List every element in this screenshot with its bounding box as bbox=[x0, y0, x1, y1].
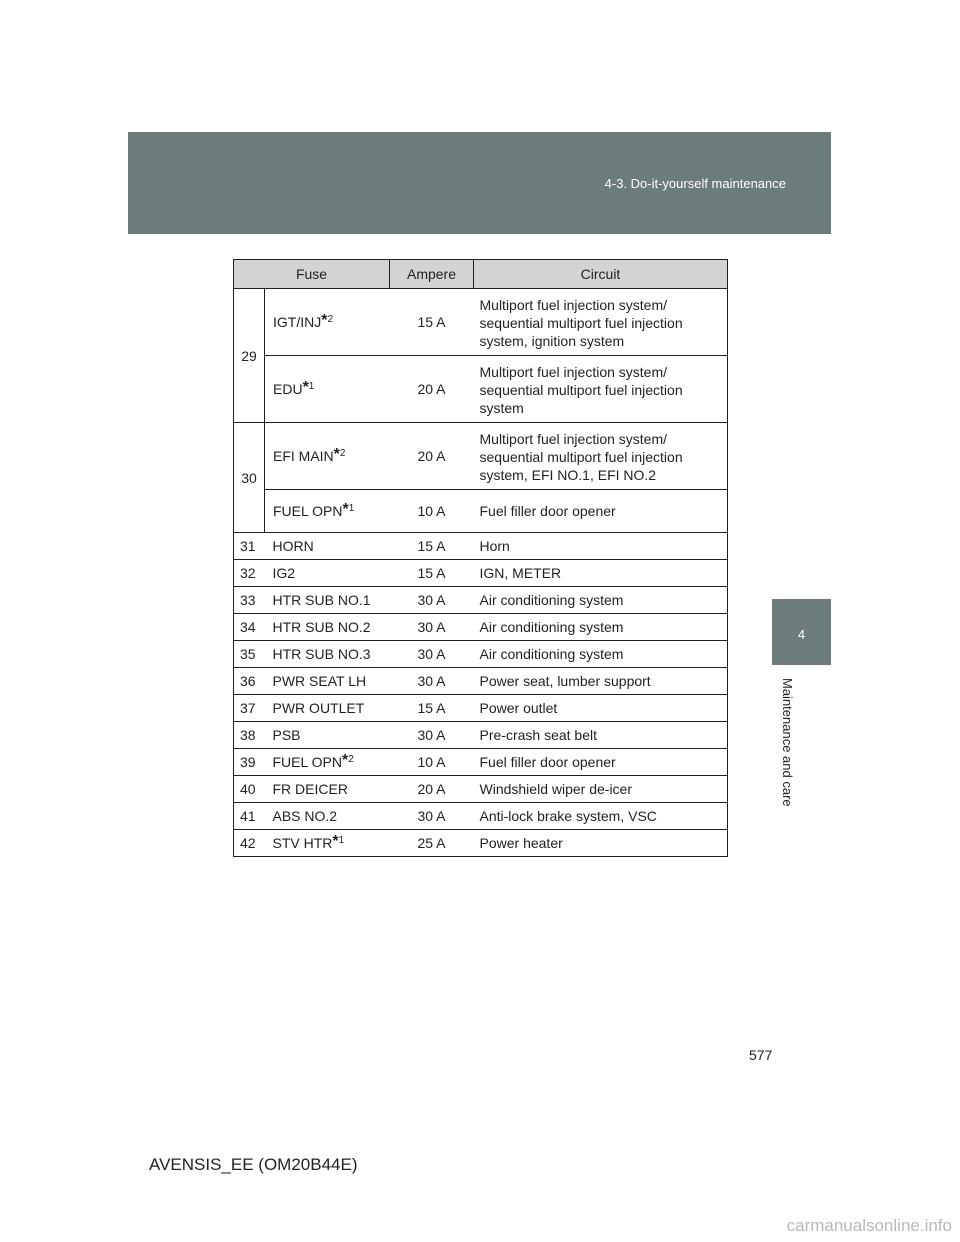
footnote-marker: *1 bbox=[342, 501, 355, 518]
table-row bbox=[234, 614, 728, 641]
fuse-ampere: 15 A bbox=[390, 289, 474, 356]
fuse-ampere: 10 A bbox=[390, 749, 474, 776]
fuse-circuit: Horn bbox=[474, 533, 728, 560]
fuse-ampere: 20 A bbox=[390, 423, 474, 490]
fuse-number: 37 bbox=[234, 695, 265, 722]
fuse-number: 40 bbox=[234, 776, 265, 803]
fuse-circuit: Multiport fuel injection system/ sequential multiport fuel injection system bbox=[474, 356, 728, 423]
fuse-name: HORN bbox=[265, 533, 390, 560]
fuse-name: HTR SUB NO.1 bbox=[265, 587, 390, 614]
fuse-circuit: Multiport fuel injection system/ sequential multiport fuel injection system, ignition system bbox=[474, 289, 728, 356]
fuse-ampere: 20 A bbox=[390, 356, 474, 423]
chapter-number: 4 bbox=[797, 627, 806, 642]
fuse-circuit: Power heater bbox=[474, 830, 728, 857]
fuse-number: 33 bbox=[234, 587, 265, 614]
footnote-marker: *2 bbox=[321, 312, 334, 329]
fuse-circuit: Power outlet bbox=[474, 695, 728, 722]
fuse-name: STV HTR$^{*1}$ bbox=[265, 830, 390, 857]
fuse-circuit: Power seat, lumber support bbox=[474, 668, 728, 695]
fuse-ampere: 30 A bbox=[390, 722, 474, 749]
fuse-circuit: Multiport fuel injection system/ sequential multiport fuel injection system, EFI NO.1, EFI NO.2 bbox=[474, 423, 728, 490]
fuse-ampere: 15 A bbox=[390, 695, 474, 722]
fuse-ampere: 25 A bbox=[390, 830, 474, 857]
fuse-name: PWR SEAT LH bbox=[265, 668, 390, 695]
fuse-ampere: 30 A bbox=[390, 803, 474, 830]
fuse-name: EFI MAIN$^{*2}$ bbox=[265, 423, 390, 490]
fuse-table bbox=[233, 259, 728, 857]
fuse-circuit: IGN, METER bbox=[474, 560, 728, 587]
table-row bbox=[234, 695, 728, 722]
table-row bbox=[234, 423, 728, 490]
fuse-number: 34 bbox=[234, 614, 265, 641]
section-title: 4-3. Do-it-yourself maintenance bbox=[604, 176, 786, 191]
fuse-ampere: 30 A bbox=[390, 668, 474, 695]
fuse-number: 41 bbox=[234, 803, 265, 830]
watermark: carmanualsonline.info bbox=[786, 1216, 952, 1235]
fuse-ampere: 30 A bbox=[390, 587, 474, 614]
fuse-name: HTR SUB NO.2 bbox=[265, 614, 390, 641]
fuse-circuit: Air conditioning system bbox=[474, 641, 728, 668]
table-row bbox=[234, 749, 728, 776]
footnote-marker: *2 bbox=[342, 752, 354, 769]
fuse-name: IGT/INJ$^{*2}$ bbox=[265, 289, 390, 356]
table-row bbox=[234, 722, 728, 749]
fuse-name: IG2 bbox=[265, 560, 390, 587]
document-id: AVENSIS_EE (OM20B44E) bbox=[149, 1155, 358, 1174]
fuse-circuit: Fuel filler door opener bbox=[474, 749, 728, 776]
table-row bbox=[234, 803, 728, 830]
fuse-name: EDU$^{*1}$ bbox=[265, 356, 390, 423]
fuse-number: 42 bbox=[234, 830, 265, 857]
table-row bbox=[234, 356, 728, 423]
fuse-circuit: Air conditioning system bbox=[474, 614, 728, 641]
chapter-tab[interactable] bbox=[772, 599, 831, 665]
chapter-label: Maintenance and care bbox=[780, 678, 795, 807]
header-circuit: Circuit bbox=[474, 260, 728, 289]
fuse-ampere: 10 A bbox=[390, 490, 474, 533]
footnote-marker: *1 bbox=[332, 833, 345, 850]
fuse-name: FUEL OPN$^{*2}$ bbox=[265, 749, 390, 776]
footnote-marker: *2 bbox=[333, 446, 346, 463]
fuse-circuit: Windshield wiper de-icer bbox=[474, 776, 728, 803]
table-row bbox=[234, 490, 728, 533]
fuse-number: 39 bbox=[234, 749, 265, 776]
fuse-number: 36 bbox=[234, 668, 265, 695]
fuse-name: HTR SUB NO.3 bbox=[265, 641, 390, 668]
table-row bbox=[234, 289, 728, 356]
header-ampere: Ampere bbox=[390, 260, 474, 289]
fuse-number: 29 bbox=[234, 289, 265, 423]
fuse-name: FR DEICER bbox=[265, 776, 390, 803]
fuse-ampere: 20 A bbox=[390, 776, 474, 803]
header-band bbox=[128, 132, 831, 234]
table-row bbox=[234, 668, 728, 695]
page-number: 577 bbox=[749, 1047, 773, 1063]
fuse-number: 30 bbox=[234, 423, 265, 533]
table-row bbox=[234, 587, 728, 614]
fuse-number: 31 bbox=[234, 533, 265, 560]
table-header-row bbox=[234, 260, 728, 289]
table-row bbox=[234, 560, 728, 587]
table-row bbox=[234, 830, 728, 857]
table-row bbox=[234, 533, 728, 560]
fuse-circuit: Anti-lock brake system, VSC bbox=[474, 803, 728, 830]
fuse-name: ABS NO.2 bbox=[265, 803, 390, 830]
fuse-ampere: 15 A bbox=[390, 533, 474, 560]
fuse-ampere: 30 A bbox=[390, 641, 474, 668]
fuse-name: PWR OUTLET bbox=[265, 695, 390, 722]
header-fuse: Fuse bbox=[234, 260, 390, 289]
fuse-number: 35 bbox=[234, 641, 265, 668]
fuse-name: FUEL OPN$^{*1}$ bbox=[265, 490, 390, 533]
fuse-ampere: 15 A bbox=[390, 560, 474, 587]
fuse-circuit: Pre-crash seat belt bbox=[474, 722, 728, 749]
fuse-circuit: Air conditioning system bbox=[474, 587, 728, 614]
footnote-marker: *1 bbox=[302, 379, 315, 396]
fuse-number: 32 bbox=[234, 560, 265, 587]
fuse-circuit: Fuel filler door opener bbox=[474, 490, 728, 533]
fuse-name: PSB bbox=[265, 722, 390, 749]
table-row bbox=[234, 641, 728, 668]
fuse-ampere: 30 A bbox=[390, 614, 474, 641]
table-row bbox=[234, 776, 728, 803]
fuse-number: 38 bbox=[234, 722, 265, 749]
